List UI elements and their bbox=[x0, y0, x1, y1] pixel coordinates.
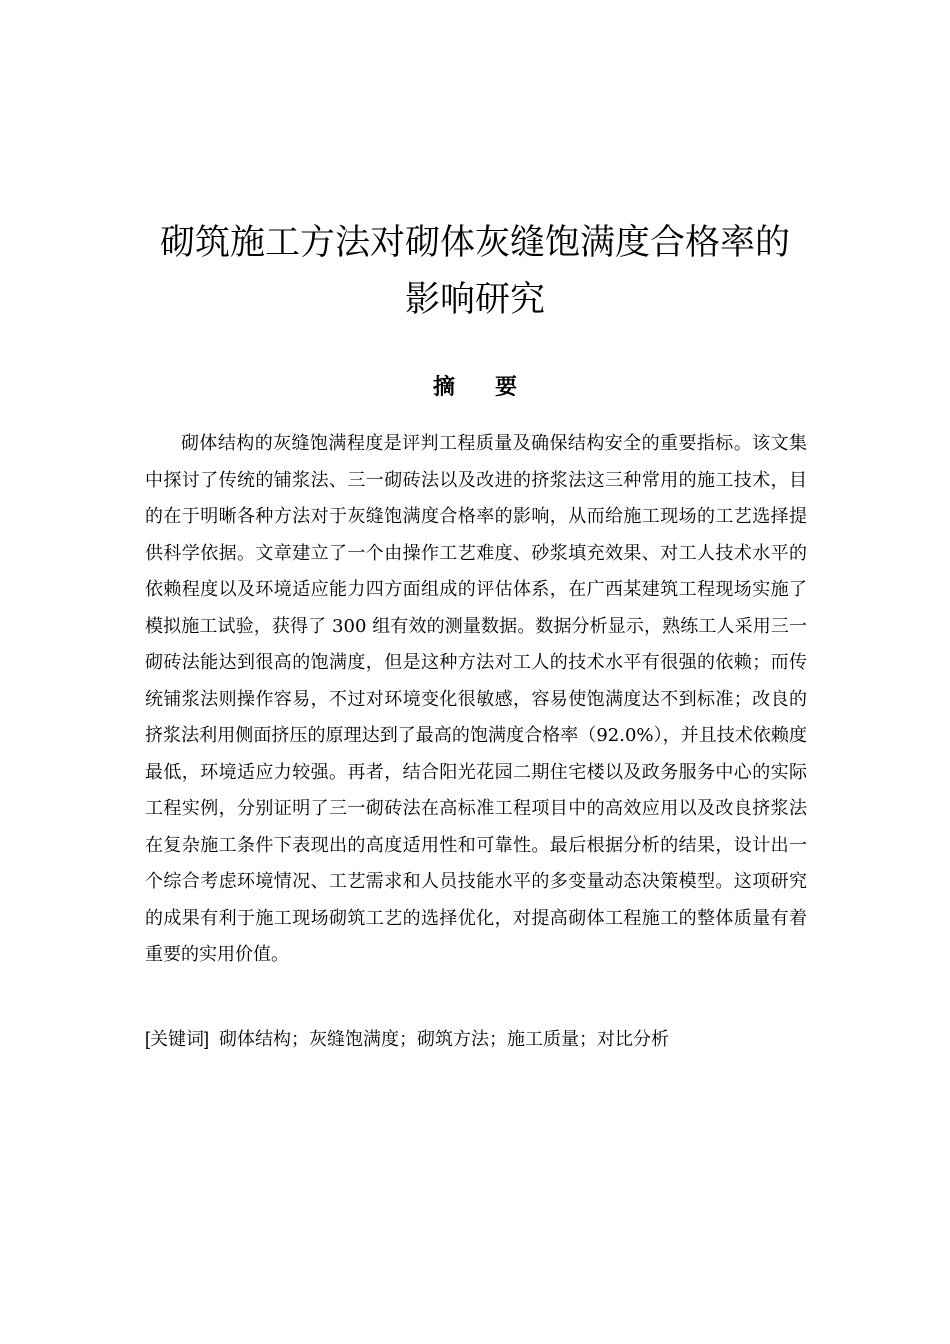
keywords-text: 砌体结构；灰缝饱满度；砌筑方法；施工质量；对比分析 bbox=[219, 1029, 670, 1050]
paper-title bbox=[100, 215, 850, 329]
paper-title-line-1: 砌筑施工方法对砌体灰缝饱满度合格率的 bbox=[159, 223, 790, 263]
abstract-heading: 摘要 bbox=[432, 375, 557, 400]
paper-title-line-2: 影响研究 bbox=[404, 280, 545, 320]
abstract-body: 砌体结构的灰缝饱满程度是评判工程质量及确保结构安全的重要指标。该文集中探讨了传统的铺浆法、三一砌砖法以及改进的挤浆法这三种常用的施工技术，目的在于明晰各种方法对于灰缝饱满度合格率的影响，从而给施工现场的工艺选择提供科学依据。文章建立了一个由操作工艺难度、砂浆填充效果、对工人技术水平的依赖程度以及环境适应能力四方面组成的评估体系，在广西某建筑工程现场实施了模拟施工试验，获得了 300 组有效的测量数据。数据分析显示，熟练工人采用三一砌砖法能达到很高的饱满度，但是这种方法对工人的技术水平有很强的依赖；而传统铺浆法则操作容易，不过对环境变化很敏感，容易使饱满度达不到标准；改良的挤浆法利用侧面挤压的原理达到了最高的饱满度合格率（92.0%），并且技术依赖度最低，环境适应力较强。再者，结合阳光花园二期住宅楼以及政务服务中心的实际工程实例，分别证明了三一砌砖法在高标准工程项目中的高效应用以及改良挤浆法在复杂施工条件下表现出的高度适用性和可靠性。最后根据分析的结果，设计出一个综合考虑环境情况、工艺需求和人员技能水平的多变量动态决策模型。这项研究的成果有利于施工现场砌筑工艺的选择优化，对提高砌体工程施工的整体质量有着重要的实用价值。 bbox=[145, 433, 807, 965]
keywords-label: [关键词] bbox=[145, 1029, 210, 1049]
keywords-line bbox=[145, 1024, 807, 1055]
